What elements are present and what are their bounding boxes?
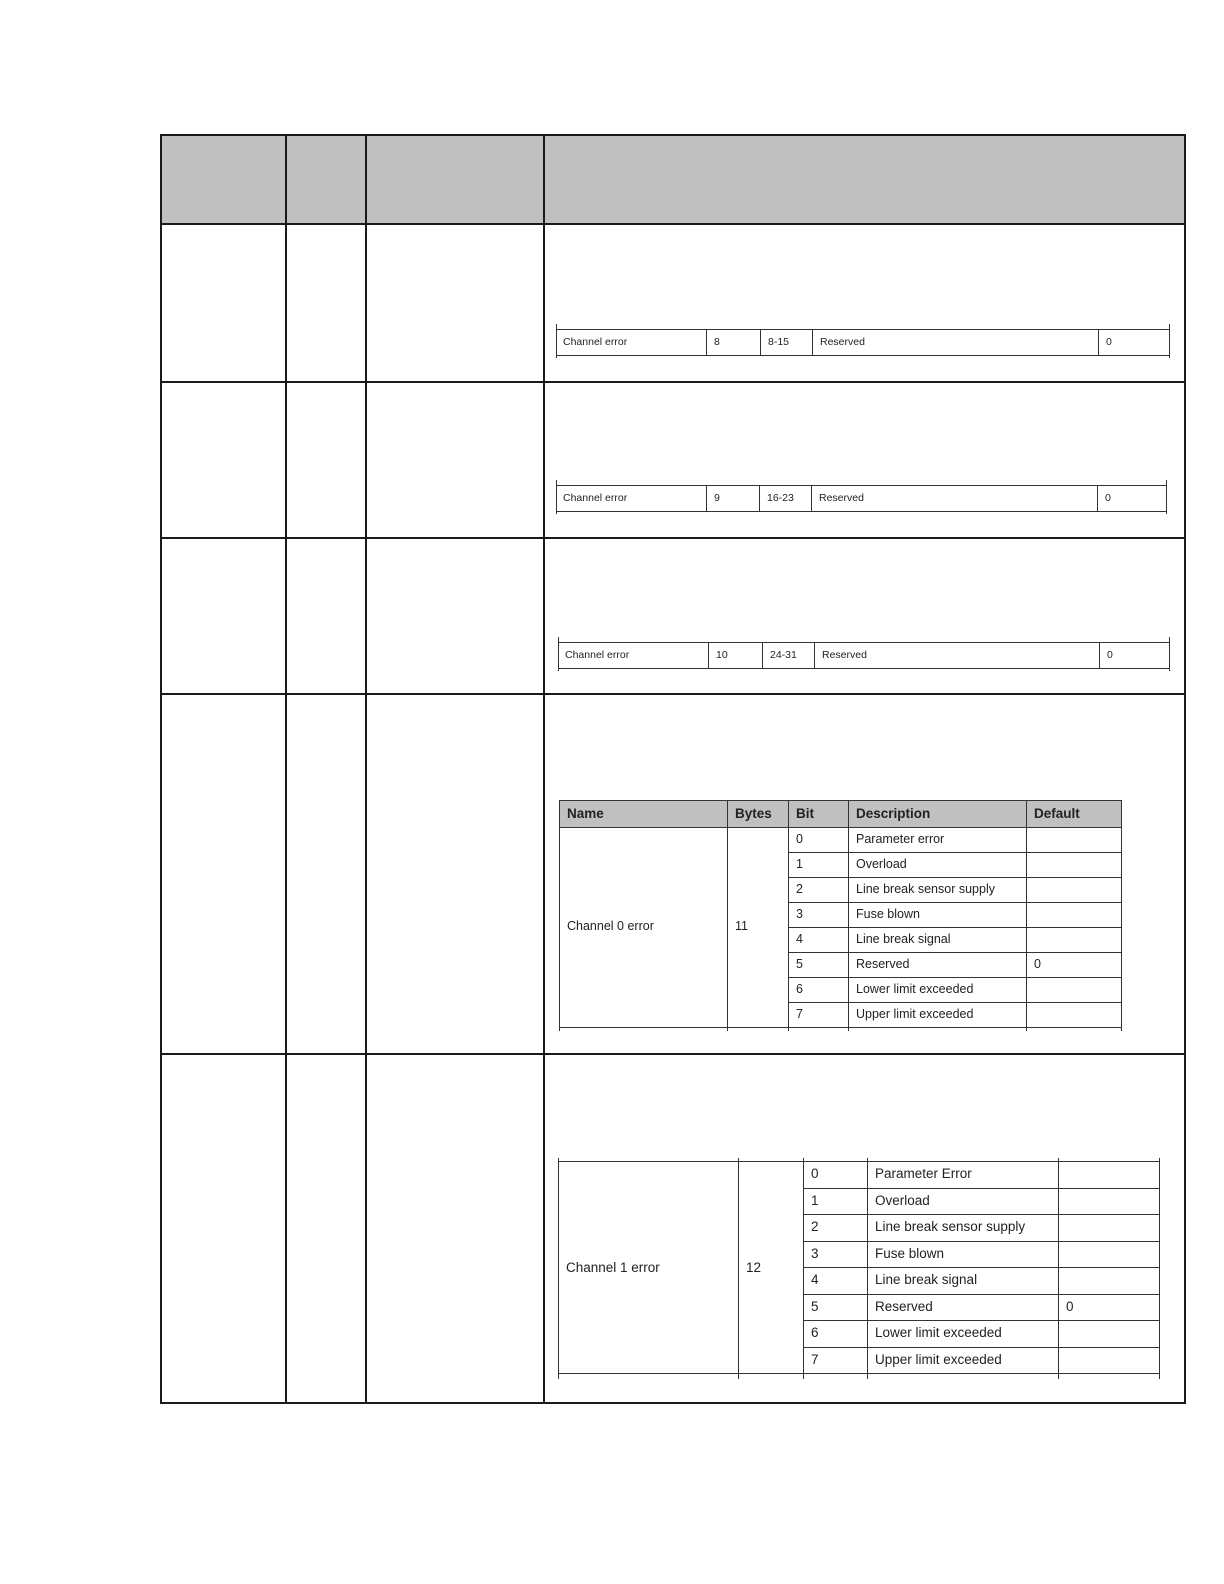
channel-name: Channel 1 error <box>566 1260 660 1275</box>
cell-description: Reserved <box>814 643 1099 668</box>
channel-error-table-byte-10 <box>558 642 1170 669</box>
bit-number: 1 <box>811 1192 819 1208</box>
channel-bytes: 12 <box>746 1260 762 1275</box>
header-default: Default <box>1026 800 1121 827</box>
cell-description: Reserved <box>812 330 1098 355</box>
row-divider <box>162 1053 1184 1055</box>
bit-number: 4 <box>811 1272 819 1287</box>
cell-byte: 8 <box>706 330 760 355</box>
bit-description: Lower limit exceeded <box>856 982 974 996</box>
header-name: Name <box>559 800 727 827</box>
header-row <box>162 136 1184 225</box>
bit-description: Reserved <box>875 1298 933 1314</box>
bit-number: 7 <box>811 1351 819 1367</box>
bit-number: 3 <box>811 1245 819 1261</box>
bit-description: Line break signal <box>875 1272 978 1287</box>
column-divider <box>365 136 367 1402</box>
cell-name: Channel error <box>563 492 628 504</box>
header-description: Description <box>848 800 1026 827</box>
row-divider <box>162 537 1184 539</box>
cell-default: 0 <box>1098 330 1170 355</box>
header-bit: Bit <box>788 800 848 827</box>
bit-description: Parameter Error <box>875 1166 972 1181</box>
bit-number: 7 <box>796 1007 803 1021</box>
bit-number: 3 <box>796 907 803 921</box>
bit-description: Overload <box>856 857 907 871</box>
bit-number: 6 <box>796 982 803 996</box>
bit-description: Line break sensor supply <box>875 1219 1026 1234</box>
header-bytes: Bytes <box>727 800 788 827</box>
cell-bits: 16-23 <box>759 486 811 511</box>
row-divider <box>162 381 1184 383</box>
bit-number: 6 <box>811 1325 819 1340</box>
cell-default: 0 <box>1097 486 1167 511</box>
bit-number: 1 <box>796 857 803 871</box>
bit-number: 2 <box>796 882 803 896</box>
bit-description: Reserved <box>856 957 910 971</box>
bit-description: Lower limit exceeded <box>875 1325 1002 1340</box>
cell-byte: 9 <box>706 486 759 511</box>
bit-number: 4 <box>796 932 803 946</box>
bit-description: Fuse blown <box>875 1245 945 1261</box>
cell-name: Channel error <box>563 336 628 348</box>
cell-bits: 8-15 <box>760 330 812 355</box>
bit-description: Line break sensor supply <box>856 882 995 896</box>
cell-default: 0 <box>1099 643 1170 668</box>
cell-bits: 24-31 <box>762 643 814 668</box>
bit-description: Fuse blown <box>856 907 920 921</box>
channel-1-error-table <box>558 1161 1159 1378</box>
bit-description: Upper limit exceeded <box>875 1351 1002 1367</box>
bit-default: 0 <box>1066 1298 1074 1314</box>
bit-number: 5 <box>796 957 803 971</box>
column-divider <box>543 136 545 1402</box>
channel-error-table-byte-8 <box>556 329 1170 356</box>
bit-description: Upper limit exceeded <box>856 1007 974 1021</box>
cell-description: Reserved <box>811 486 1097 511</box>
bit-description: Overload <box>875 1192 930 1208</box>
bit-number: 5 <box>811 1298 819 1314</box>
bit-number: 2 <box>811 1219 819 1234</box>
bit-description: Line break signal <box>856 932 951 946</box>
cell-byte: 10 <box>708 643 762 668</box>
column-divider <box>285 136 287 1402</box>
bit-number: 0 <box>811 1166 819 1181</box>
channel-name: Channel 0 error <box>567 919 654 933</box>
row-divider <box>162 693 1184 695</box>
bit-number: 0 <box>796 832 803 846</box>
channel-0-error-table <box>559 800 1121 1030</box>
cell-name: Channel error <box>565 649 630 661</box>
channel-bytes: 11 <box>735 919 748 933</box>
channel-error-table-byte-9 <box>556 485 1167 512</box>
bit-default: 0 <box>1034 957 1041 971</box>
bit-description: Parameter error <box>856 832 945 846</box>
